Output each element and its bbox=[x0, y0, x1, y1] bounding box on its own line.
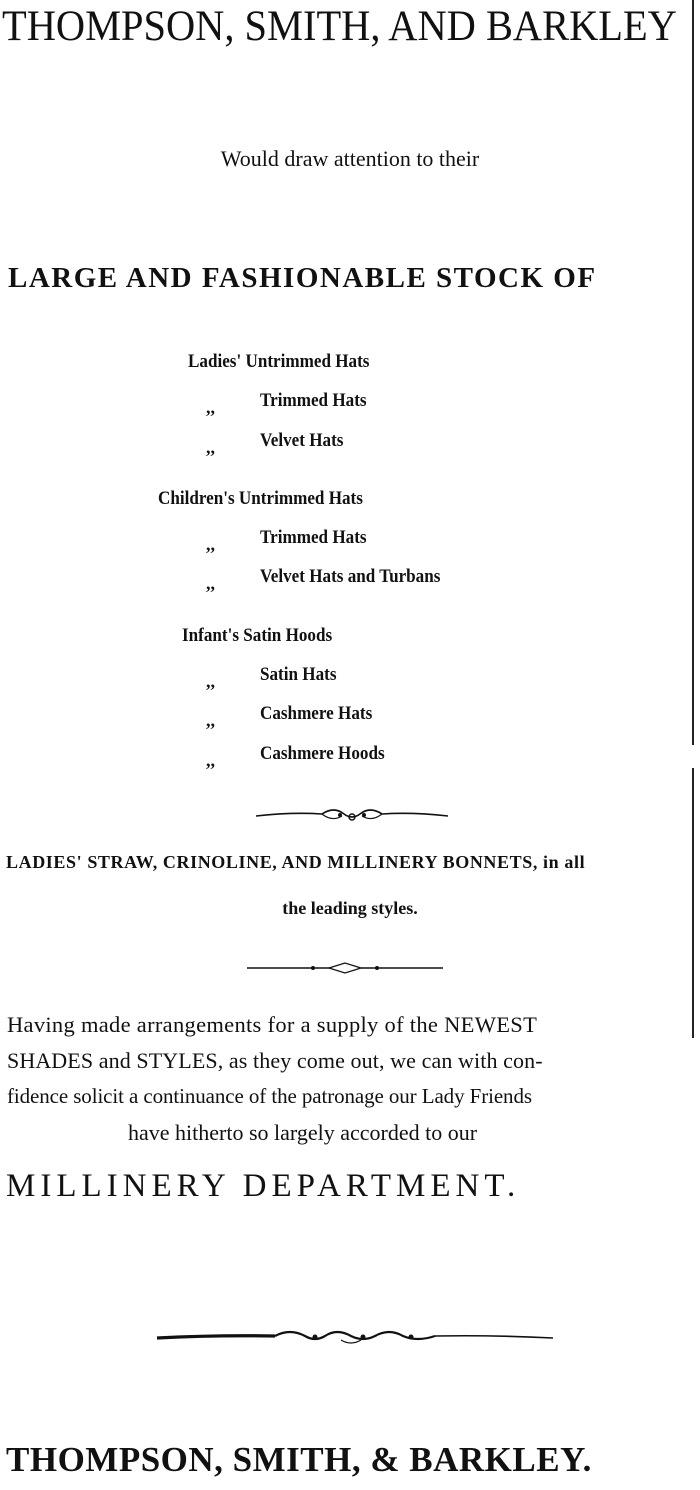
advertiser-title-bottom: THOMPSON, SMITH, & BARKLEY. bbox=[6, 1440, 592, 1479]
paragraph-line-3: fidence solicit a continuance of the patronage our Lady Friends bbox=[7, 1084, 532, 1108]
item-childrens-velvet-hats-turbans: Velvet Hats and Turbans bbox=[260, 566, 441, 587]
item-infants-cashmere-hoods: Cashmere Hoods bbox=[260, 743, 385, 764]
ditto-mark: ,, bbox=[206, 671, 215, 691]
ditto-mark: ,, bbox=[206, 710, 215, 730]
paragraph-line-2: SHADES and STYLES, as they come out, we can with con- bbox=[7, 1048, 543, 1073]
item-ladies-velvet-hats: Velvet Hats bbox=[260, 430, 344, 451]
intro-line: Would draw attention to their bbox=[220, 146, 480, 171]
ditto-mark: ,, bbox=[206, 573, 215, 593]
paragraph-line-4: have hitherto so largely accorded to our bbox=[128, 1120, 478, 1145]
bonnets-line-2: the leading styles. bbox=[282, 898, 418, 918]
ditto-mark: ,, bbox=[206, 534, 215, 554]
heavy-flourish-divider-icon bbox=[155, 1322, 555, 1352]
flourish-divider-icon bbox=[252, 800, 452, 830]
ditto-mark: ,, bbox=[206, 437, 215, 457]
ditto-mark: ,, bbox=[206, 750, 215, 770]
paragraph-line-1: Having made arrangements for a supply of the NEWEST bbox=[7, 1012, 538, 1037]
item-ladies-trimmed-hats: Trimmed Hats bbox=[260, 390, 367, 411]
column-rule-upper bbox=[692, 0, 694, 745]
item-infants-satin-hats: Satin Hats bbox=[260, 664, 337, 685]
department-heading: MILLINERY DEPARTMENT. bbox=[6, 1168, 521, 1204]
item-infants-cashmere-hats: Cashmere Hats bbox=[260, 703, 373, 724]
bonnets-line-1: LADIES' STRAW, CRINOLINE, AND MILLINERY BONNETS, in all bbox=[6, 852, 586, 872]
ditto-mark: ,, bbox=[206, 397, 215, 417]
item-infants-satin-hoods: Infant's Satin Hoods bbox=[182, 625, 333, 646]
item-childrens-untrimmed-hats: Children's Untrimmed Hats bbox=[158, 488, 363, 509]
advertiser-title-top: THOMPSON, SMITH, AND BARKLEY bbox=[2, 3, 677, 50]
item-ladies-untrimmed-hats: Ladies' Untrimmed Hats bbox=[188, 351, 370, 372]
item-childrens-trimmed-hats: Trimmed Hats bbox=[260, 527, 367, 548]
rule-diamond-divider-icon bbox=[245, 958, 445, 978]
stock-heading: LARGE AND FASHIONABLE STOCK OF bbox=[8, 262, 597, 294]
